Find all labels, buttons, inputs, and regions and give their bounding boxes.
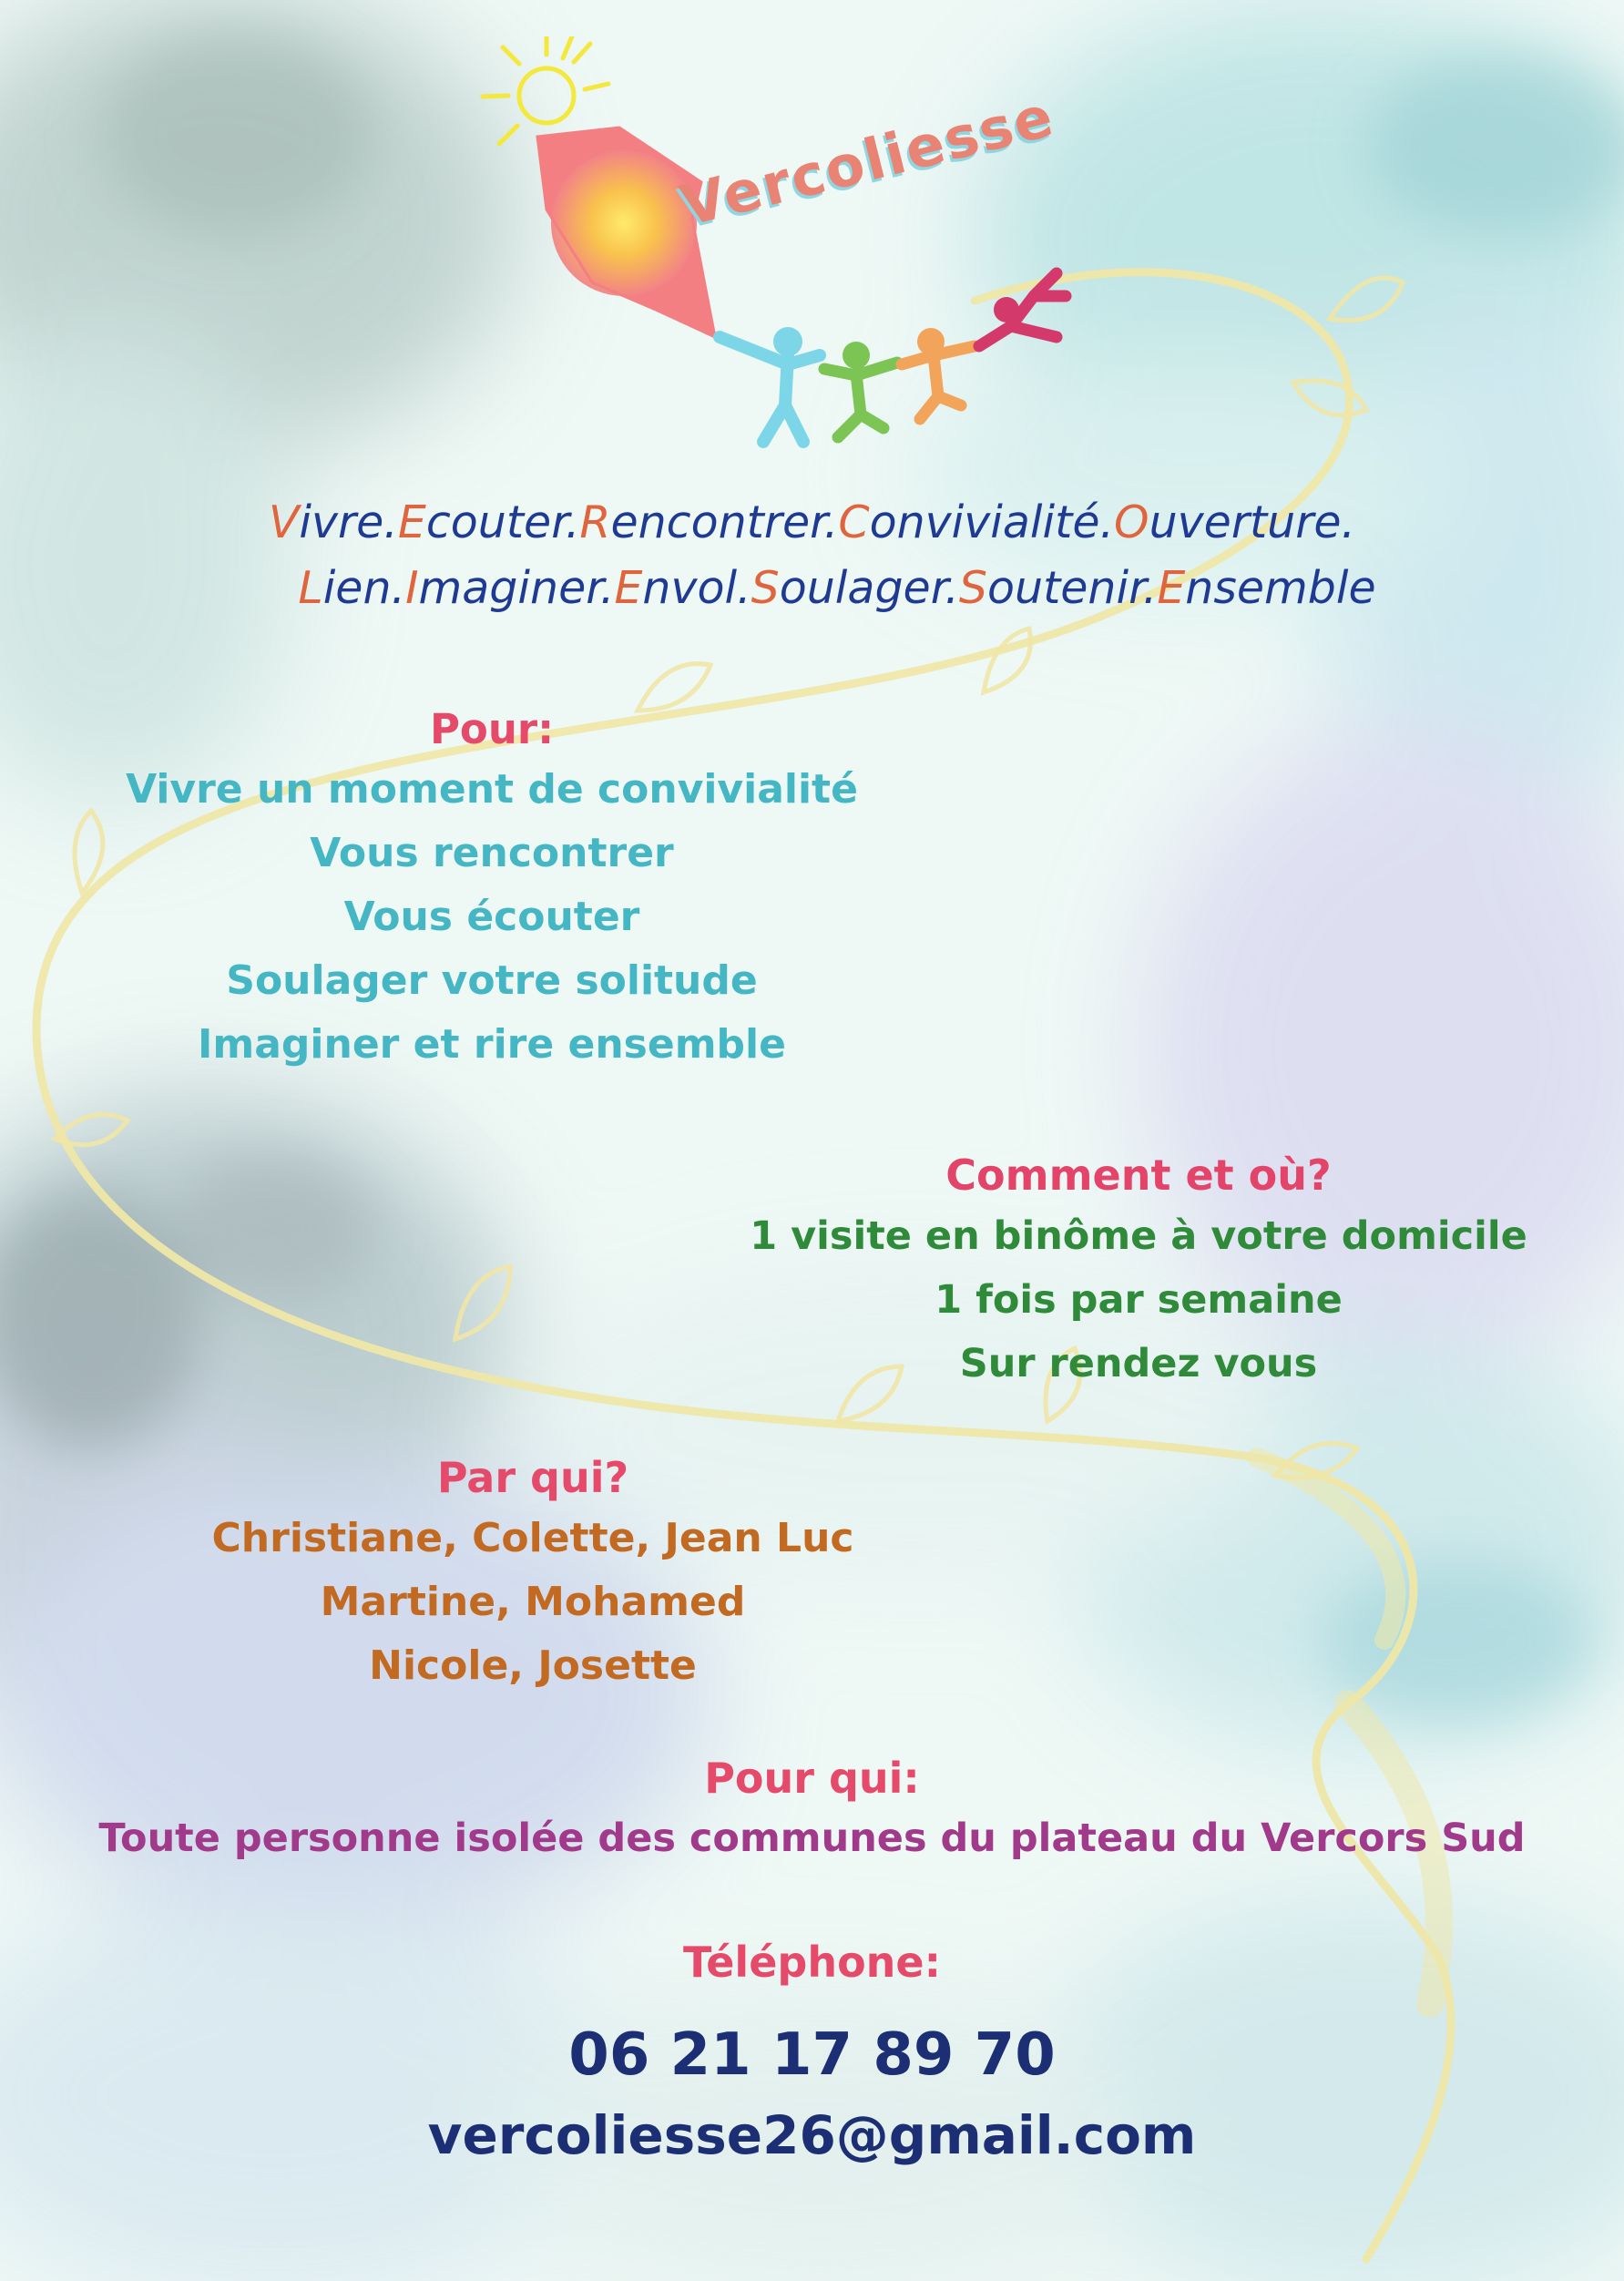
comment-item: 1 visite en binôme à votre domicile <box>750 1213 1527 1259</box>
logo-wordmark: Vercoliesse <box>674 82 1061 240</box>
pourqui-text: Toute personne isolée des communes du plateau du Vercors Sud <box>98 1816 1526 1861</box>
motto-initial: S <box>958 562 988 614</box>
motto-word: outenir. <box>987 562 1158 614</box>
section-pour <box>118 701 865 1077</box>
parqui-item: Christiane, Colette, Jean Luc <box>211 1515 854 1561</box>
motto-word: nvol. <box>642 562 751 614</box>
pour-item: Imaginer et rire ensemble <box>198 1021 786 1068</box>
motto-initial: C <box>838 496 870 548</box>
vercoliesse-logo <box>474 36 1111 465</box>
section-par-qui <box>182 1448 883 1698</box>
pourqui-heading: Pour qui: <box>704 1754 920 1803</box>
motto-initial: O <box>1114 496 1149 548</box>
motto-initial: S <box>751 562 780 614</box>
motto <box>0 490 1624 621</box>
motto-word: onvivialité. <box>869 496 1115 548</box>
motto-word: ien. <box>322 562 406 614</box>
section-contact <box>0 1933 1624 2172</box>
pour-item: Soulager votre solitude <box>226 957 758 1004</box>
pour-item: Vous écouter <box>343 894 640 940</box>
comment-heading: Comment et où? <box>945 1151 1332 1200</box>
pour-heading: Pour: <box>429 705 555 753</box>
motto-word: oulager. <box>779 562 959 614</box>
pour-item: Vous rencontrer <box>310 830 674 876</box>
parqui-item: Martine, Mohamed <box>320 1579 746 1625</box>
motto-initial: V <box>268 496 300 548</box>
motto-initial: E <box>1157 562 1186 614</box>
phone-number[interactable]: 06 21 17 89 70 <box>568 2021 1056 2089</box>
motto-word: encontrer. <box>610 496 839 548</box>
motto-word: couter. <box>425 496 580 548</box>
motto-initial: L <box>298 562 323 614</box>
comment-item: Sur rendez vous <box>959 1341 1318 1386</box>
comment-item: 1 fois par semaine <box>935 1277 1343 1323</box>
email-address[interactable]: vercoliesse26@gmail.com <box>427 2104 1197 2166</box>
motto-line-2 <box>0 556 1624 621</box>
motto-word: maginer. <box>418 562 615 614</box>
motto-initial: R <box>579 496 611 548</box>
motto-initial: E <box>397 496 426 548</box>
motto-word: nsemble <box>1185 562 1376 614</box>
section-comment <box>729 1146 1548 1396</box>
parqui-heading: Par qui? <box>436 1453 629 1502</box>
motto-word: ivre. <box>299 496 398 548</box>
motto-initial: I <box>405 562 419 614</box>
motto-word: uverture. <box>1149 496 1356 548</box>
pour-item: Vivre un moment de convivialité <box>126 766 858 813</box>
motto-line-1 <box>0 490 1624 556</box>
telephone-heading: Téléphone: <box>682 1938 942 1987</box>
parqui-item: Nicole, Josette <box>369 1642 697 1689</box>
motto-initial: E <box>614 562 643 614</box>
section-pour-qui <box>0 1749 1624 1869</box>
